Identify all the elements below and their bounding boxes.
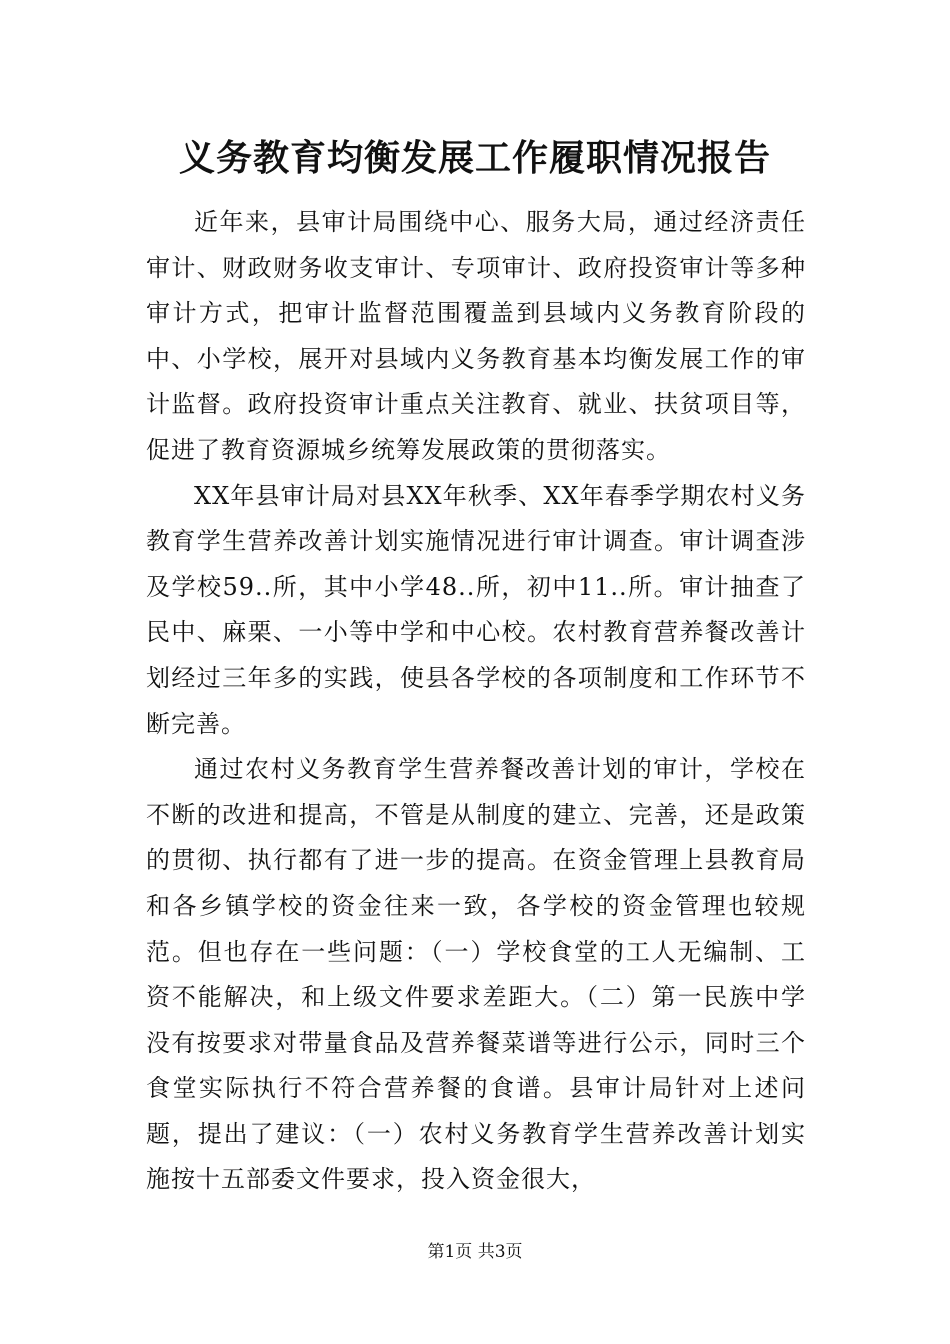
paragraph-1: 近年来，县审计局围绕中心、服务大局，通过经济责任审计、财政财务收支审计、专项审计、政府投资审计等多种审计方式，把审计监督范围覆盖到县域内义务教育阶段的中、小学校，展开对县域内义务教育基本均衡发展工作的审计监督。政府投资审计重点关注教育、就业、扶贫项目等，促进了教育资源城乡统筹发展政策的贯彻落实。 (146, 208, 806, 464)
document-body (146, 200, 806, 1203)
document-title: 义务教育均衡发展工作履职情况报告 (178, 137, 771, 179)
paragraph-3: 通过农村义务教育学生营养餐改善计划的审计，学校在不断的改进和提高，不管是从制度的建立、完善，还是政策的贯彻、执行都有了进一步的提高。在资金管理上县教育局和各乡镇学校的资金往来一致，各学校的资金管理也较规范。但也存在一些问题：（一）学校食堂的工人无编制、工资不能解决，和上级文件要求差距大。（二）第一民族中学没有按要求对带量食品及营养餐菜谱等进行公示，同时三个食堂实际执行不符合营养餐的食谱。县审计局针对上述问题，提出了建议：（一）农村义务教育学生营养改善计划实施按十五部委文件要求，投入资金很大， (146, 755, 806, 1194)
page-footer: 第1页 共3页 (427, 1242, 523, 1262)
paragraph-2: XX年县审计局对县XX年秋季、XX年春季学期农村义务教育学生营养改善计划实施情况进行审计调查。审计调查涉及学校59..所，其中小学48..所，初中11..所。审计抽查了民中、麻栗、一小等中学和中心校。农村教育营养餐改善计划经过三年多的实践，使县各学校的各项制度和工作环节不断完善。 (146, 481, 806, 738)
